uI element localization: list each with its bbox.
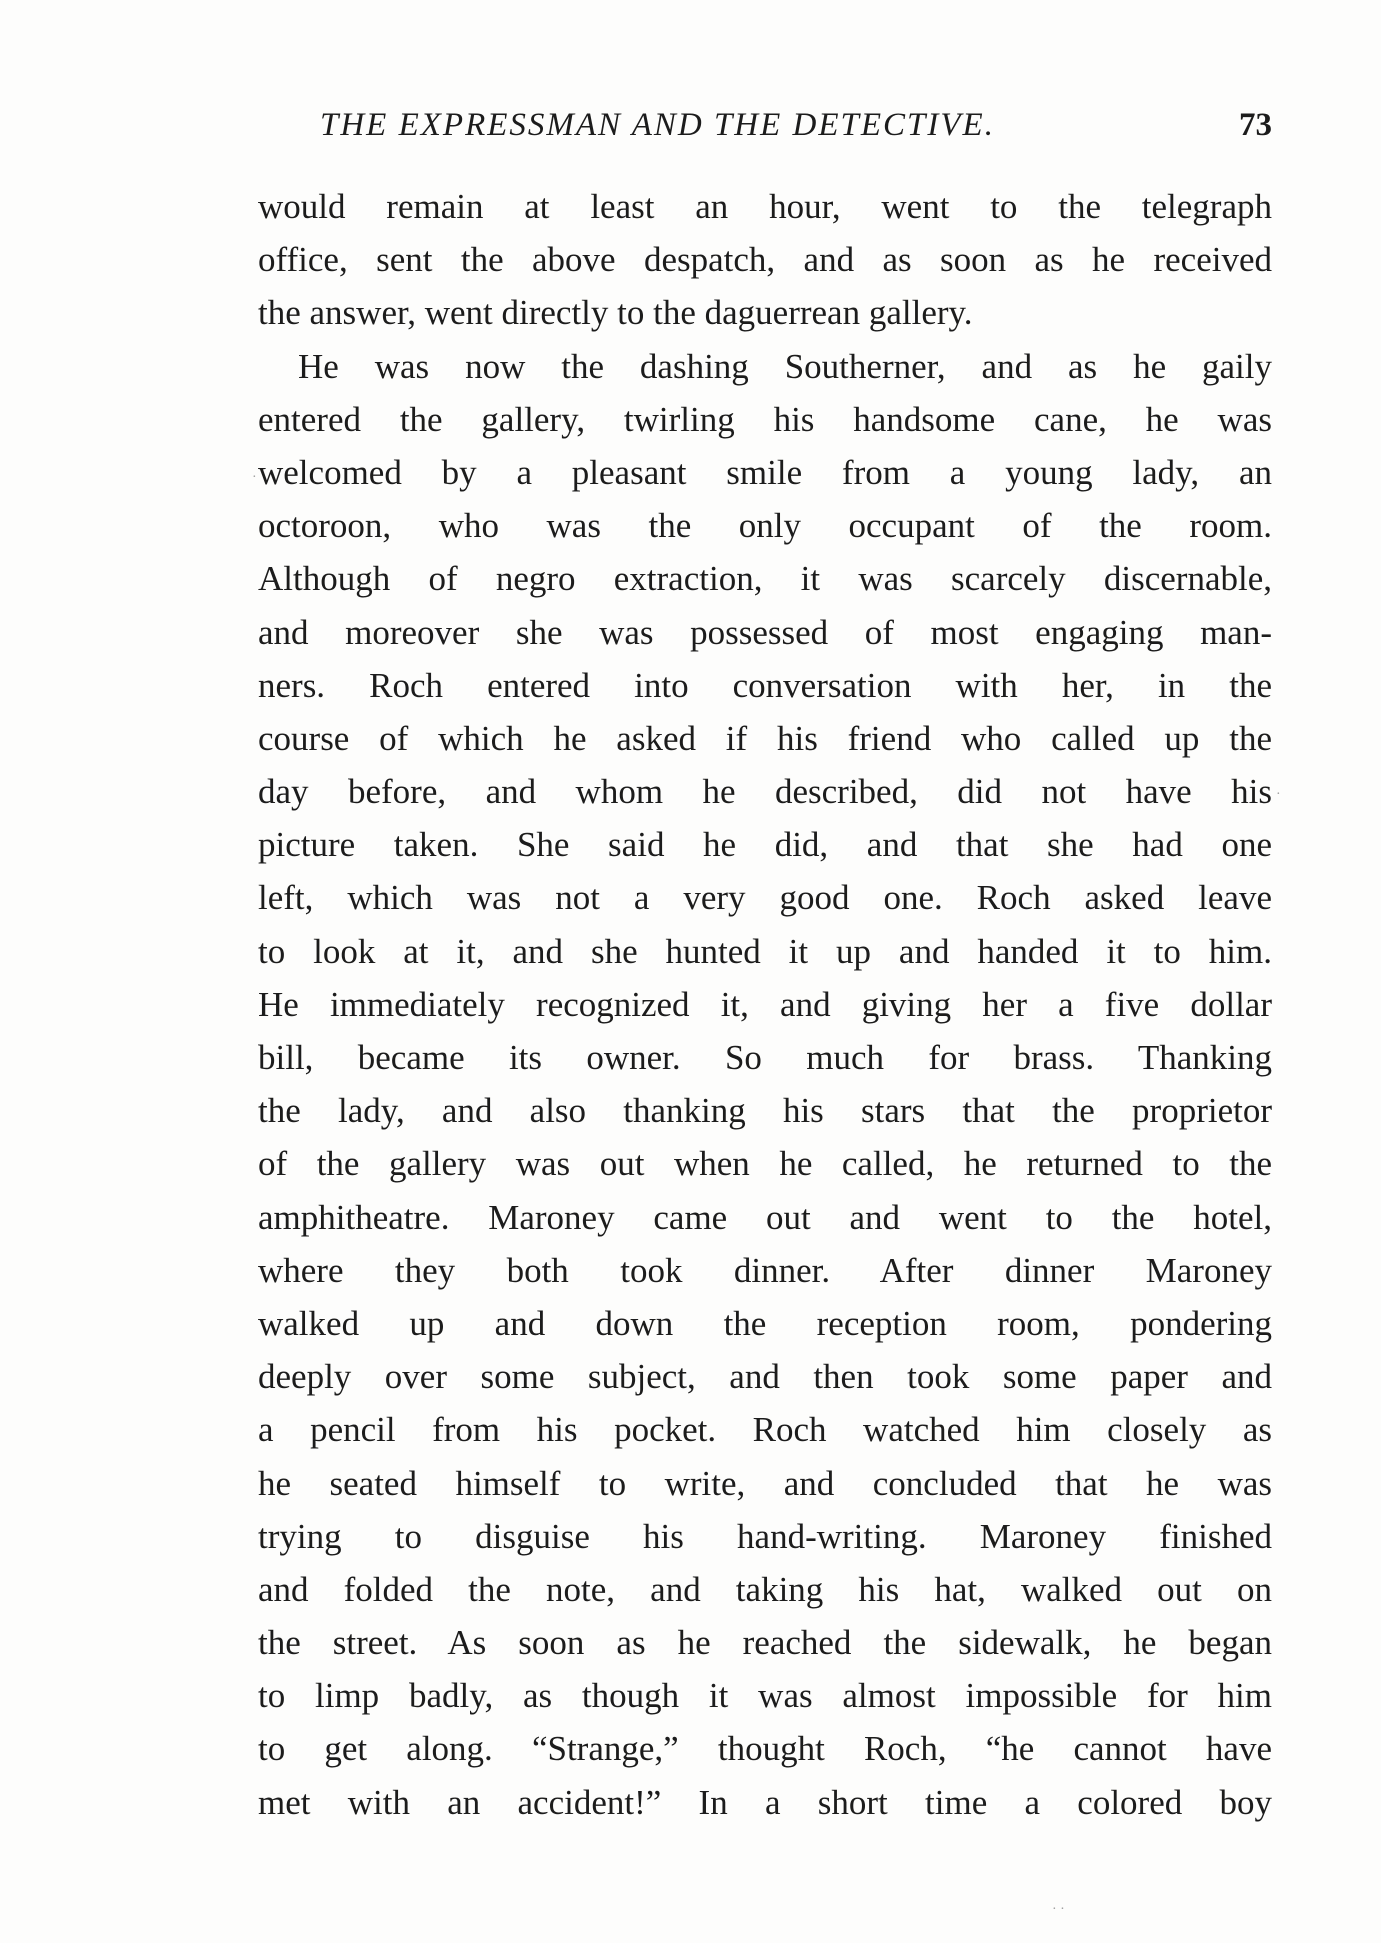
text-line: a pencil from his pocket. Roch watched him closely as bbox=[258, 1410, 1272, 1450]
text-line: bill, became its owner. So much for brass. Thanking bbox=[258, 1038, 1272, 1077]
text-line: the street. As soon as he reached the sidewalk, he began bbox=[258, 1623, 1272, 1663]
text-line: picture taken. She said he did, and that she had one bbox=[258, 825, 1272, 865]
text-line: to limp badly, as though it was almost impossible for him bbox=[258, 1676, 1272, 1716]
text-line: and moreover she was possessed of most engaging man- bbox=[258, 612, 1272, 652]
body-text bbox=[258, 180, 1272, 1829]
running-title: THE EXPRESSMAN AND THE DETECTIVE. bbox=[320, 107, 995, 143]
text-line: walked up and down the reception room, pondering bbox=[258, 1303, 1272, 1343]
text-line: of the gallery was out when he called, he returned to the bbox=[258, 1144, 1272, 1184]
text-line: and folded the note, and taking his hat, walked out on bbox=[258, 1569, 1272, 1609]
text-line: the answer, went directly to the daguerrean gallery. bbox=[258, 293, 973, 333]
text-line: left, which was not a very good one. Roch asked leave bbox=[258, 878, 1272, 918]
text-line: the lady, and also thanking his stars that the proprietor bbox=[258, 1091, 1272, 1131]
paragraph-start-line: He was now the dashing Southerner, and as he gaily bbox=[298, 346, 1272, 386]
scan-speck: · bbox=[252, 470, 257, 485]
text-line: He immediately recognized it, and giving her a five dollar bbox=[258, 984, 1272, 1024]
text-line: amphitheatre. Maroney came out and went to the hotel, bbox=[258, 1197, 1272, 1237]
text-line: octoroon, who was the only occupant of the room. bbox=[258, 506, 1272, 546]
scan-speck: · bbox=[1276, 787, 1281, 802]
text-line: he seated himself to write, and concluded that he was bbox=[258, 1463, 1272, 1503]
text-line: day before, and whom he described, did not have his bbox=[258, 772, 1272, 812]
scan-speck: · · bbox=[1052, 1902, 1065, 1917]
page-number: 73 bbox=[1239, 107, 1272, 143]
text-line: met with an accident!” In a short time a colored boy bbox=[258, 1782, 1272, 1822]
text-line: office, sent the above despatch, and as soon as he received bbox=[258, 240, 1272, 280]
text-line: where they both took dinner. After dinner Maroney bbox=[258, 1250, 1272, 1290]
page-header bbox=[320, 107, 1272, 147]
text-line: to get along. “Strange,” thought Roch, “he cannot have bbox=[258, 1729, 1272, 1769]
text-line: trying to disguise his hand-writing. Maroney finished bbox=[258, 1516, 1272, 1556]
text-line: ners. Roch entered into conversation with her, in the bbox=[258, 665, 1272, 705]
text-line: deeply over some subject, and then took some paper and bbox=[258, 1357, 1272, 1397]
text-line: Although of negro extraction, it was scarcely discernable, bbox=[258, 559, 1272, 599]
text-line: would remain at least an hour, went to the telegraph bbox=[258, 187, 1272, 226]
text-line: course of which he asked if his friend who called up the bbox=[258, 718, 1272, 758]
text-line: entered the gallery, twirling his handsome cane, he was bbox=[258, 399, 1272, 439]
text-line: to look at it, and she hunted it up and handed it to him. bbox=[258, 931, 1272, 971]
text-line: welcomed by a pleasant smile from a young lady, an bbox=[258, 452, 1272, 492]
